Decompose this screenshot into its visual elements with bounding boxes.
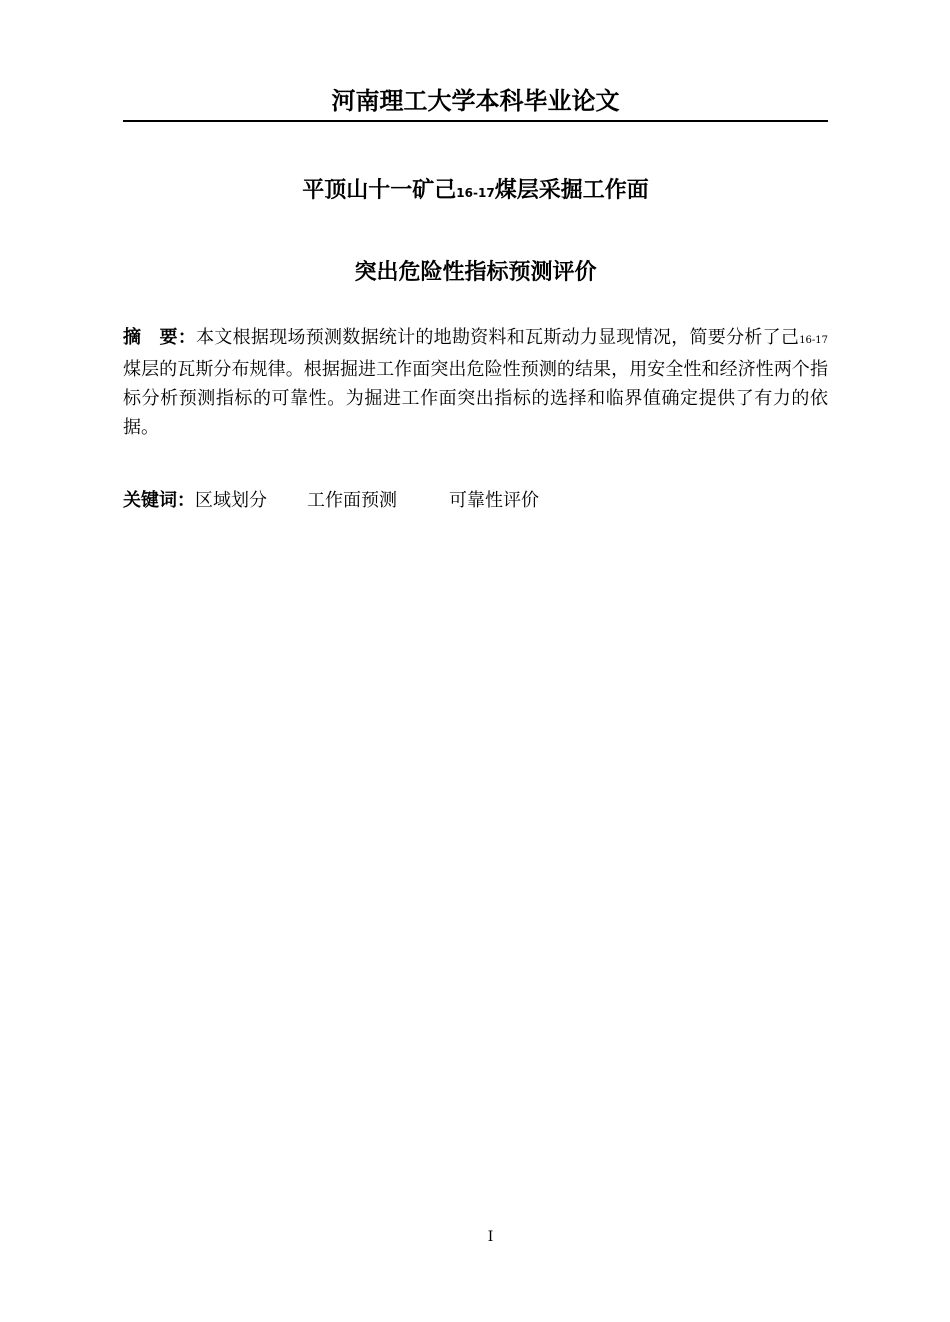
- abstract-paragraph: [123, 323, 828, 442]
- abstract-subscript: 16-17: [799, 335, 829, 346]
- page-number: I: [487, 1229, 494, 1245]
- abstract-label: 摘 要：: [123, 327, 197, 348]
- thesis-title-line-1: [123, 176, 828, 208]
- keyword-item: 区域划分: [195, 490, 267, 511]
- abstract-text-b: 煤层的瓦斯分布规律。根据掘进工作面突出危险性预测的结果，用安全性和经济性两个指标分析预测指标的可靠性。为掘进工作面突出指标的选择和临界值确定提供了有力的依据。: [123, 359, 828, 438]
- abstract-text-a: 本文根据现场预测数据统计的地勘资料和瓦斯动力显现情况，简要分析了己: [196, 327, 800, 348]
- title-subscript: 16-17: [456, 186, 495, 200]
- page-header-title: 河南理工大学本科毕业论文: [331, 87, 620, 115]
- header-divider: [123, 120, 828, 122]
- keyword-item: 可靠性评价: [449, 490, 539, 511]
- title-text-b: 煤层采掘工作面: [494, 178, 649, 203]
- thesis-title-line-2: 突出危险性指标预测评价: [354, 260, 597, 285]
- title-text-a: 平顶山十一矿己: [302, 178, 457, 203]
- keywords-line: [123, 487, 828, 515]
- keywords-label: 关键词：: [123, 490, 195, 511]
- keyword-item: 工作面预测: [307, 490, 397, 511]
